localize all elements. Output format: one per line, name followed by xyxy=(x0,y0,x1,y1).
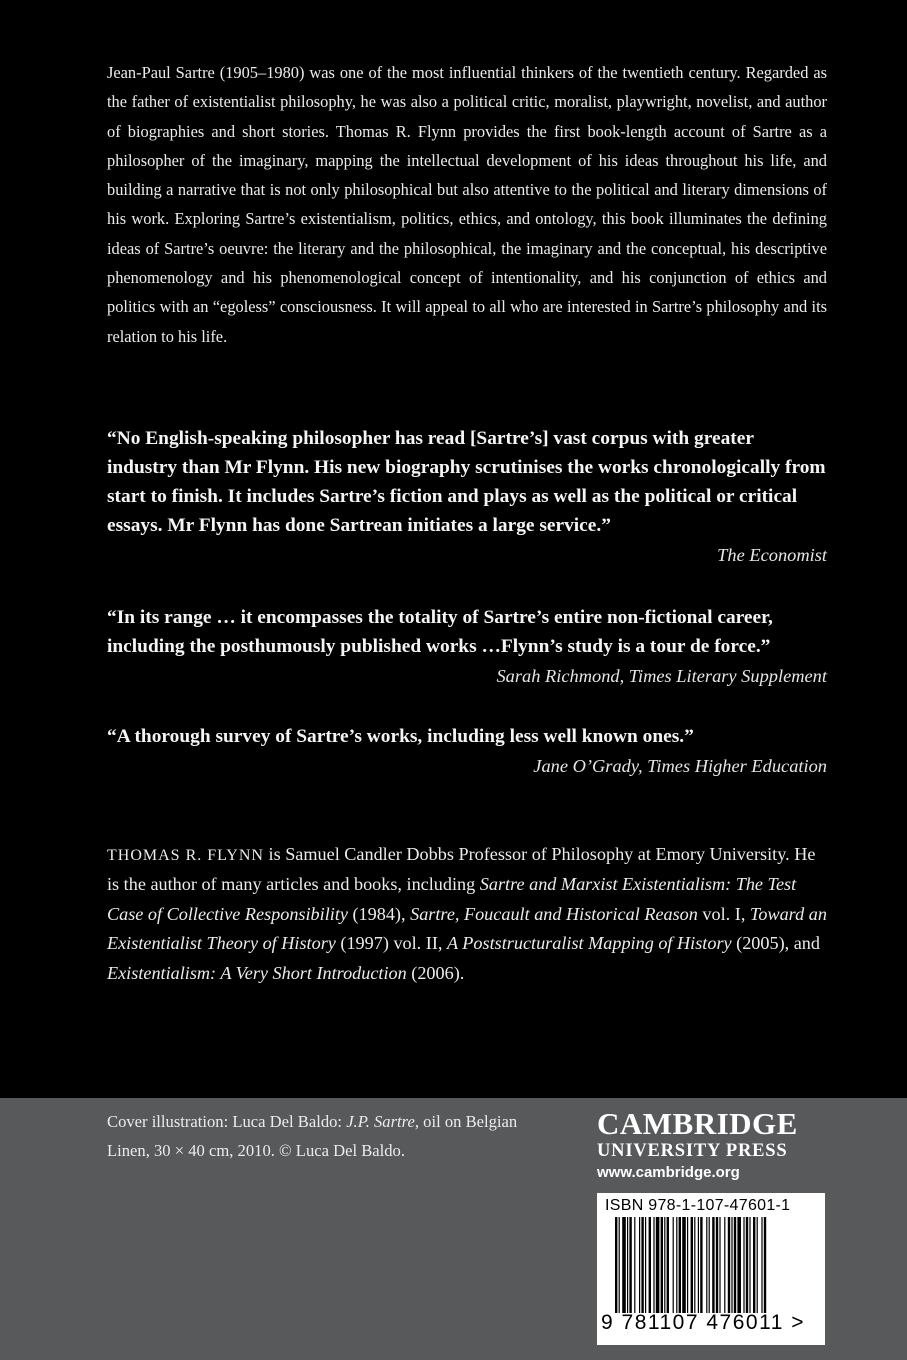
review-quote-1 xyxy=(107,424,827,570)
book-title: Existentialism: A Very Short Introduction xyxy=(107,962,407,983)
barcode-bar xyxy=(761,1217,762,1313)
review-quote-3 xyxy=(107,722,827,781)
barcode-bar xyxy=(634,1217,635,1313)
barcode-bar xyxy=(724,1217,725,1313)
barcode-bar xyxy=(667,1217,669,1313)
barcode-bar xyxy=(719,1217,720,1313)
bio-text: (1997) vol. II, xyxy=(335,933,447,954)
barcode-bar xyxy=(728,1217,730,1313)
bio-text: (2006). xyxy=(406,962,465,983)
book-title: Toward an Existentialist Theory of History xyxy=(107,903,827,954)
barcode-bar xyxy=(749,1217,750,1313)
publisher-logo xyxy=(597,1108,827,1184)
barcode-bar xyxy=(673,1217,674,1313)
barcode-bar xyxy=(664,1217,665,1313)
barcode-bar xyxy=(737,1217,741,1313)
quote-text: “No English-speaking philosopher has read [Sartre’s] vast corpus with greater industry than Mr Flynn. His new biography scrutinises the works chronologically from start to finish. It includes Sartre’s fiction and plays as well as the political or critical essays. Mr Flynn has done Sartrean initiates a large service.” xyxy=(107,428,826,536)
credit-text: Cover illustration: Luca Del Baldo: xyxy=(107,1112,347,1131)
publisher-name: CAMBRIDGE xyxy=(597,1106,798,1141)
barcode-bar xyxy=(687,1217,688,1313)
barcode-bar xyxy=(757,1217,758,1313)
barcode-bar xyxy=(629,1217,631,1313)
barcode-bar xyxy=(622,1217,626,1313)
review-quote-2 xyxy=(107,603,827,691)
barcode-bar xyxy=(661,1217,663,1313)
quote-source: Jane O’Grady, Times Higher Education xyxy=(533,756,827,776)
isbn-label: ISBN 978-1-107-47601-1 xyxy=(605,1197,791,1214)
isbn-barcode xyxy=(597,1193,825,1345)
barcode-bar xyxy=(641,1217,643,1313)
quote-source: Sarah Richmond, Times Literary Supplement xyxy=(496,666,827,686)
barcode-bar xyxy=(764,1217,766,1313)
credit-text: , oil on Belgian Linen, 30 × 40 cm, 2010. © Luca Del Baldo. xyxy=(107,1112,518,1160)
barcode-bar xyxy=(694,1217,695,1313)
author-name: THOMAS R. FLYNN xyxy=(107,847,264,864)
barcode-bar xyxy=(709,1217,710,1313)
barcode-bar xyxy=(649,1217,651,1313)
barcode-bar xyxy=(619,1217,620,1313)
quote-text: “In its range … it encompasses the totality of Sartre’s entire non-fictional career, including the posthumously published works …Flynn’s study is a tour de force.” xyxy=(107,607,773,657)
barcode-bar xyxy=(746,1217,748,1313)
book-title: A Poststructuralist Mapping of History xyxy=(446,933,732,954)
bio-text: is Samuel Candler Dobbs Professor of Philosophy at Emory University. He is the author of many articles and books, including xyxy=(107,844,816,895)
barcode-bar xyxy=(706,1217,707,1313)
barcode-bar xyxy=(698,1217,699,1313)
barcode-bar xyxy=(682,1217,686,1313)
barcode-bar xyxy=(645,1217,646,1313)
bio-text: (2005), and xyxy=(731,933,820,954)
quote-source: The Economist xyxy=(717,545,827,565)
barcode-bar xyxy=(627,1217,628,1313)
cover-illustration-credit xyxy=(107,1108,537,1165)
book-title: Sartre and Marxist Existentialism: The Test Case of Collective Responsibility xyxy=(107,874,797,924)
barcode-bar xyxy=(753,1217,755,1313)
publisher-url: www.cambridge.org xyxy=(597,1164,740,1181)
bio-text: (1984), xyxy=(347,903,411,924)
barcode-bars xyxy=(615,1217,815,1313)
bio-text: vol. I, xyxy=(697,903,750,924)
barcode-bar xyxy=(712,1217,714,1313)
barcode-bar xyxy=(676,1217,677,1313)
barcode-bar xyxy=(653,1217,654,1313)
publisher-subtitle: UNIVERSITY PRESS xyxy=(597,1141,788,1161)
barcode-bar xyxy=(656,1217,660,1313)
barcode-bar xyxy=(679,1217,681,1313)
book-title: Sartre, Foucault and Historical Reason xyxy=(410,903,698,924)
barcode-digits: 9 781107 476011 > xyxy=(601,1311,805,1334)
barcode-bar xyxy=(743,1217,744,1313)
barcode-bar xyxy=(639,1217,640,1313)
book-blurb: Jean-Paul Sartre (1905–1980) was one of the most influential thinkers of the twentieth century. Regarded as the father of existentialist philosophy, he was also a political critic, moralist, playwright, novelist, and author of biographies and short stories. Thomas R. Flynn provides the first book-length account of Sartre as a philosopher of the imaginary, mapping the intellectual development of his ideas throughout his life, and building a narrative that is not only philosophical but also attentive to the political and literary dimensions of his work. Exploring Sartre’s existentialism, politics, ethics, and ontology, this book illuminates the defining ideas of Sartre’s oeuvre: the literary and the philosophical, the imaginary and the conceptual, his descriptive phenomenology and his phenomenological concept of intentionality, and his conjunction of ethics and politics with an “egoless” consciousness. It will appeal to all who are interested in Sartre’s philosophy and its relation to his life. xyxy=(107,63,827,346)
barcode-bar xyxy=(700,1217,702,1313)
artwork-title: J.P. Sartre xyxy=(346,1112,415,1131)
barcode-bar xyxy=(716,1217,718,1313)
barcode-bar xyxy=(691,1217,693,1313)
barcode-bar xyxy=(615,1217,617,1313)
barcode-bar xyxy=(734,1217,736,1313)
quote-text: “A thorough survey of Sartre’s works, including less well known ones.” xyxy=(107,726,694,747)
author-bio xyxy=(107,840,827,988)
barcode-bar xyxy=(731,1217,732,1313)
